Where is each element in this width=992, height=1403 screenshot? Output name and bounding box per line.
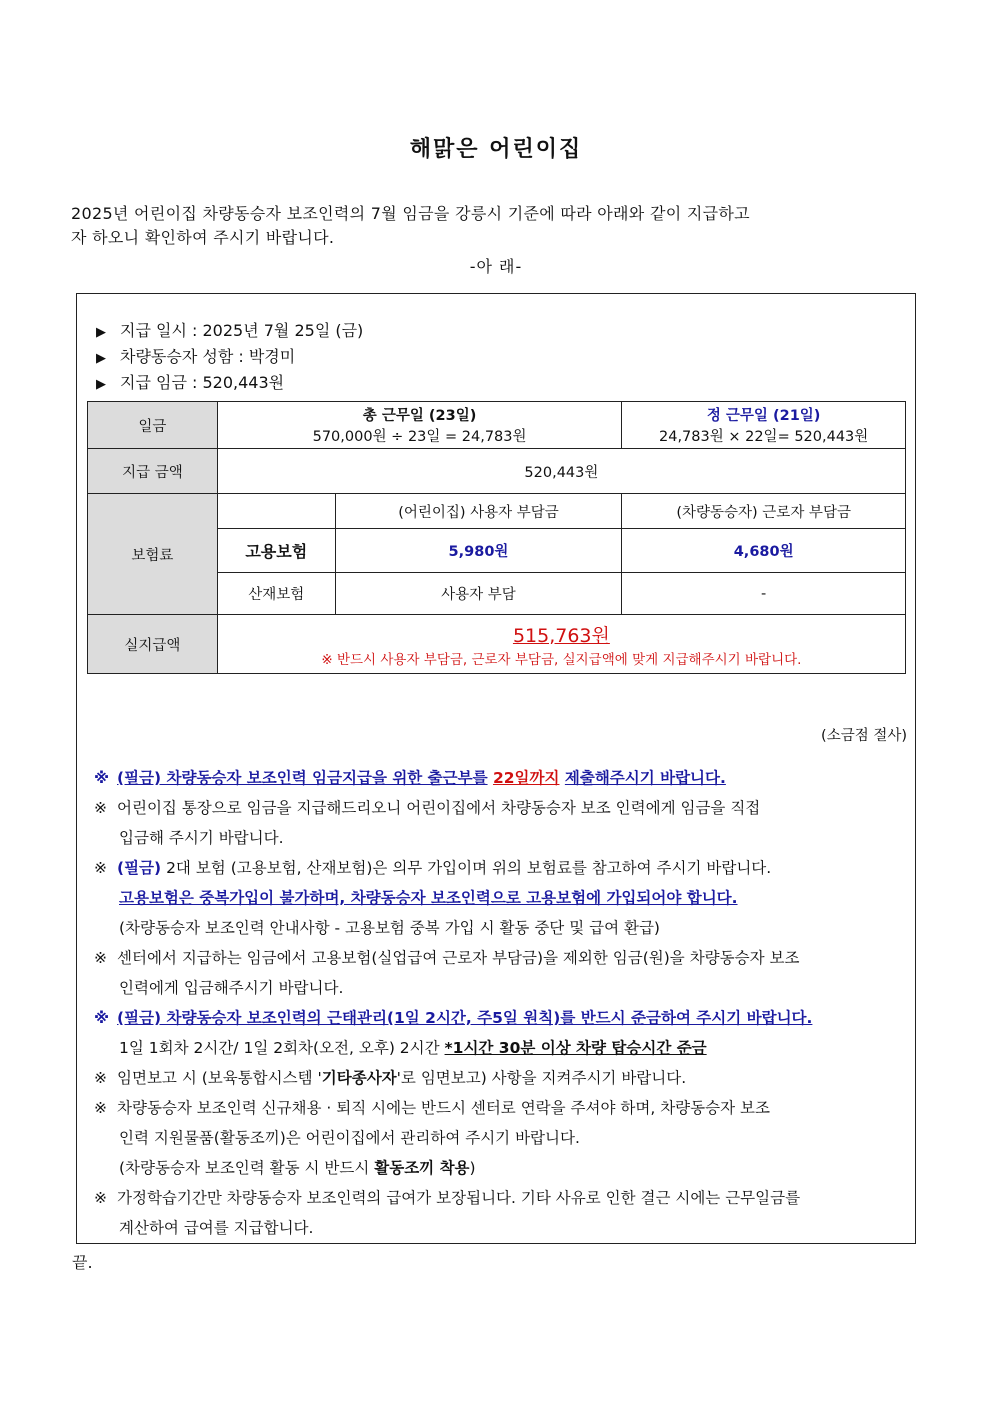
note-continuation: 입금해 주시기 바랍니다. [119, 829, 284, 847]
net-pay-value: 515,763원 [512, 624, 610, 647]
pay-amount-label: 지급 금액 [88, 449, 218, 494]
intro-line-2: 자 하오니 확인하여 주시기 바랍니다. [71, 228, 335, 247]
work-days-title: 정 근무일 (21일) [706, 408, 821, 424]
triangle-bullet-icon: ▶ [96, 377, 106, 392]
note-item: ※ 가정학습기간만 차량동승자 보조인력의 급여가 보장됩니다. 기타 사유로 인한 결근 시에는 근무일금를 [94, 1189, 801, 1207]
note-continuation: 계산하여 급여를 지급합니다. [119, 1219, 314, 1237]
table-row [88, 615, 906, 674]
table-row [88, 402, 906, 449]
document-title: 해맑은 어린이집 [409, 137, 583, 162]
notes-list [94, 763, 909, 1243]
net-pay-cell [217, 615, 905, 674]
table-row [88, 449, 906, 494]
end-mark: 끝. [72, 1253, 93, 1272]
wage-table [87, 401, 906, 674]
net-pay-note: ※ 반드시 사용자 부담금, 근로자 부담금, 실지급액에 맞게 지급해주시기 바랍니다. [321, 651, 802, 668]
net-pay-label: 실지급액 [88, 615, 218, 674]
accident-insurance-label: 산재보험 [217, 573, 335, 615]
info-text: 지급 임금 : 520,443원 [120, 373, 285, 392]
note-item: ※ 차량동승자 보조인력 신규채용 · 퇴직 시에는 반드시 센터로 연락을 주셔야 하며, 차량동승자 보조 [94, 1099, 770, 1117]
rounding-footnote: (소금점 절사) [821, 728, 907, 744]
total-days-calc: 570,000원 ÷ 23일 = 24,783원 [312, 429, 527, 445]
note-continuation: (차량동승자 보조인력 활동 시 반드시 활동조끼 착용) [119, 1159, 476, 1177]
employment-insurance-label: 고용보험 [217, 529, 335, 573]
info-item-name [96, 344, 295, 367]
note-continuation: (차량동승자 보조인력 안내사항 - 고용보험 중복 가입 시 활동 중단 및 급여 환급) [119, 919, 660, 937]
table-row [88, 494, 906, 529]
note-continuation: 인력 지원물품(활동조끼)은 어린이집에서 관리하여 주시기 바랍니다. [119, 1129, 580, 1147]
note-item: ※ (필금) 차량동승자 보조인력 임금지급을 위한 출근부를 22일까지 제출해주시기 바랍니다. [94, 769, 726, 787]
employment-employer-amount: 5,980원 [335, 529, 622, 573]
note-item: ※ 임면보고 시 (보육통합시스템 '기타종사자'로 임면보고) 사항을 지켜주시기 바랍니다. [94, 1069, 687, 1087]
worker-header: (차량동승자) 근로자 부담금 [622, 494, 906, 529]
section-heading: -아 래- [469, 257, 523, 276]
work-days-calc: 24,783원 × 22일= 520,443원 [659, 429, 869, 445]
accident-employer-amount: 사용자 부담 [335, 573, 622, 615]
triangle-bullet-icon: ▶ [96, 351, 106, 366]
note-continuation: 고용보험은 중복가입이 불가하며, 차량동승자 보조인력으로 고용보험에 가입되어야 합니다. [119, 889, 738, 907]
note-item: ※ (필금) 2대 보험 (고용보험, 산재보험)은 의무 가입이며 위의 보험료를 참고하여 주시기 바랍니다. [94, 859, 772, 877]
accident-worker-amount: - [622, 573, 906, 615]
info-text: 지급 일시 : 2025년 7월 25일 (금) [120, 321, 364, 340]
info-item-date [96, 318, 363, 341]
info-text: 차량동승자 성함 : 박경미 [120, 347, 296, 366]
info-item-wage [96, 370, 284, 393]
triangle-bullet-icon: ▶ [96, 325, 106, 340]
total-days-title: 총 근무일 (23일) [362, 408, 477, 424]
note-item: ※ 어린이집 통장으로 임금을 지급해드리오니 어린이집에서 차량동승자 보조 인력에게 임금을 직접 [94, 799, 761, 817]
note-item: ※ 센터에서 지급하는 임금에서 고용보험(실업급여 근로자 부담금)을 제외한 임금(원)을 차량동승자 보조 [94, 949, 800, 967]
work-days-cell [622, 402, 906, 449]
empty-cell [217, 494, 335, 529]
employer-header: (어린이집) 사용자 부담금 [335, 494, 622, 529]
note-continuation: 인력에게 입금해주시기 바랍니다. [119, 979, 344, 997]
employment-worker-amount: 4,680원 [622, 529, 906, 573]
daily-wage-label: 일금 [88, 402, 218, 449]
intro-paragraph [71, 202, 911, 250]
note-item: ※ (필금) 차량동승자 보조인력의 근태관리(1일 2시간, 주5일 원칙)를 반드시 준금하여 주시기 바랍니다. [94, 1009, 813, 1027]
total-days-cell [217, 402, 621, 449]
note-continuation: 1일 1회차 2시간/ 1일 2회차(오전, 오후) 2시간 *1시간 30분 이상 차량 탑승시간 준금 [119, 1039, 707, 1057]
intro-line-1: 2025년 어린이집 차량동승자 보조인력의 7월 임금을 강릉시 기준에 따라 아래와 같이 지급하고 [71, 204, 750, 223]
pay-amount-value: 520,443원 [217, 449, 905, 494]
insurance-label: 보험료 [88, 494, 218, 615]
